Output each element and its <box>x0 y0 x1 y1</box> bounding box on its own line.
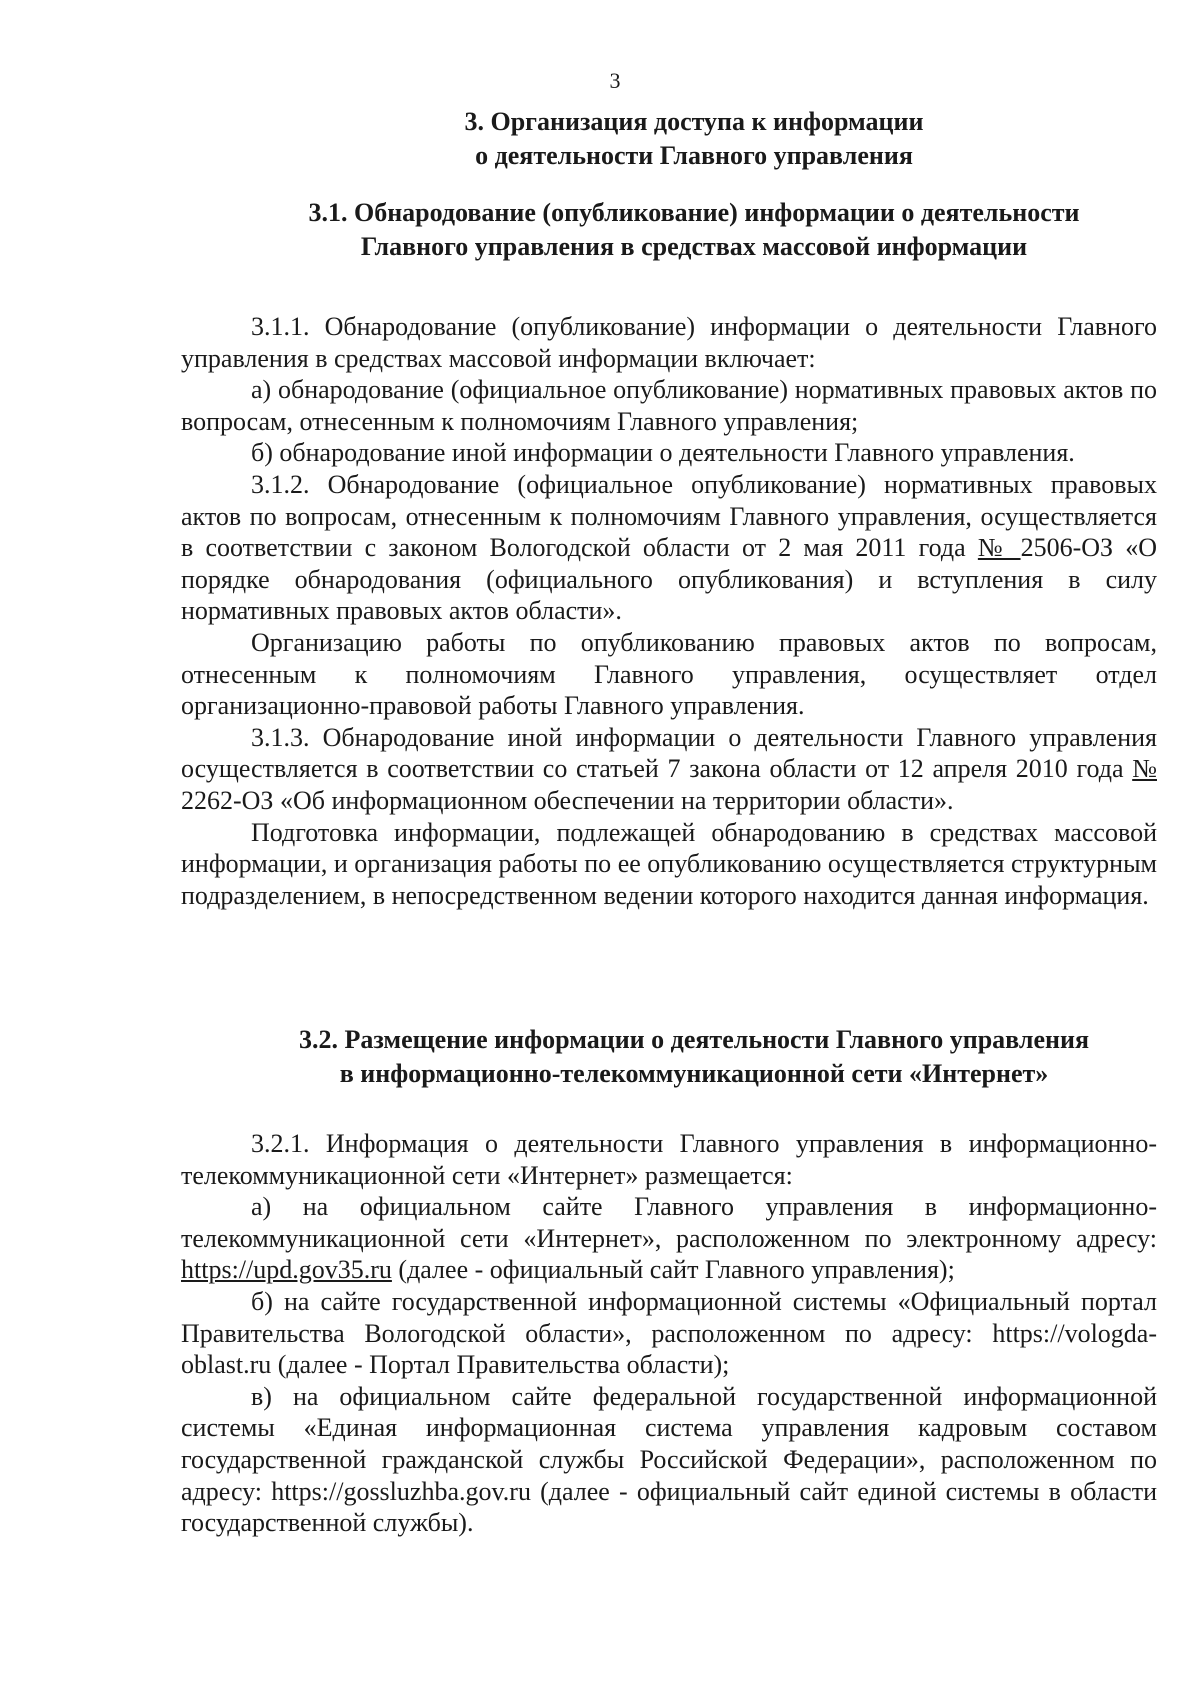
text-run: 2506-ОЗ «О порядке обнародования (официального опубликования) и вступления в силу нормативных правовых актов области». <box>181 533 1157 626</box>
paragraph-item-a <box>181 1191 1157 1286</box>
text-run: 3.1.3. Обнародование иной информации о деятельности Главного управления осуществляется в соответствии со статьей 7 закона области от 12 апреля 2010 года <box>181 722 1157 784</box>
heading-line: о деятельности Главного управления <box>475 141 913 170</box>
section-heading-3 <box>170 105 1200 173</box>
heading-line: 3.1. Обнародование (опубликование) информации о деятельности <box>308 198 1080 227</box>
paragraph-3-1-1: 3.1.1. Обнародование (опубликование) информации о деятельности Главного управления в средствах массовой информации включает: <box>181 312 1157 373</box>
paragraph-preparation: Подготовка информации, подлежащей обнародованию в средствах массовой информации, и организация работы по ее опубликованию осуществляется структурным подразделением, в непосредственном ведении которого находится данная информация. <box>181 817 1157 910</box>
text-run: 3.1.2. Обнародование (официальное опубликование) нормативных правовых актов по вопросам, отнесенным к полномочиям Главного управления, осуществляется в соответствии с законом Вологодской области от 2 мая 2011 года <box>181 469 1157 563</box>
number-sign: № <box>1132 754 1157 784</box>
section-heading-3-2 <box>170 1023 1200 1091</box>
heading-line: 3. Организация доступа к информации <box>464 107 924 136</box>
paragraph-3-2-1: 3.2.1. Информация о деятельности Главного управления в информационно-телекоммуникационной сети «Интернет» размещается: <box>181 1129 1157 1190</box>
text-run: (далее - официальный сайт Главного управления); <box>391 1255 955 1285</box>
paragraph-3-1-2 <box>181 469 1157 627</box>
text-run: а) на официальном сайте Главного управления в информационно-телекоммуникационной сети «Интернет», расположенном по электронному адресу: <box>181 1192 1157 1253</box>
heading-line: в информационно-телекоммуникационной сети «Интернет» <box>339 1059 1049 1088</box>
paragraph-item-a: а) обнародование (официальное опубликование) нормативных правовых актов по вопросам, отнесенным к полномочиям Главного управления; <box>181 375 1157 436</box>
paragraph-item-b: б) обнародование иной информации о деятельности Главного управления. <box>251 438 1075 468</box>
paragraph-item-b: б) на сайте государственной информационной системы «Официальный портал Правительства Вологодской области», расположенном по адресу: https://vologda-oblast.ru (далее - Портал Правительства области); <box>181 1286 1157 1380</box>
paragraph-item-v: в) на официальном сайте федеральной государственной информационной системы «Единая информационная система управления кадровым составом государственной гражданской службы Российской Федерации», расположенном по адресу: https://gossluzhba.gov.ru (далее - официальный сайт единой системы в области государственной службы). <box>181 1381 1157 1538</box>
text-run: 2262-ОЗ «Об информационном обеспечении на территории области». <box>181 785 954 815</box>
number-sign: № <box>977 533 1021 563</box>
section-3-2-body <box>181 1128 1157 1539</box>
website-link[interactable]: https://upd.gov35.ru <box>181 1255 392 1285</box>
section-3-1-body <box>181 311 1157 911</box>
paragraph-organization: Организацию работы по опубликованию правовых актов по вопросам, отнесенным к полномочиям Главного управления, осуществляет отдел организационно-правовой работы Главного управления. <box>181 627 1157 721</box>
heading-line: 3.2. Размещение информации о деятельности Главного управления <box>298 1025 1090 1054</box>
paragraph-3-1-3 <box>181 722 1157 817</box>
heading-line: Главного управления в средствах массовой информации <box>360 232 1028 261</box>
page-number: 3 <box>609 68 621 93</box>
section-heading-3-1 <box>170 196 1200 264</box>
